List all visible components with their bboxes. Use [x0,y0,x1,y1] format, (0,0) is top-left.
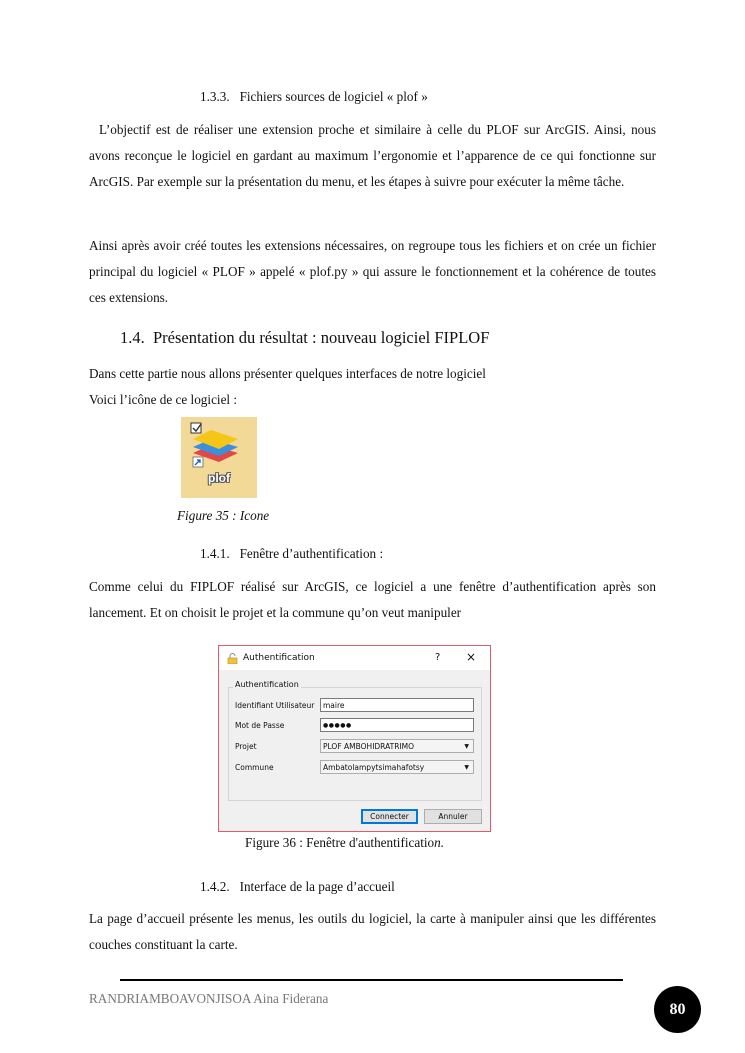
section-heading-1-3-3 [200,89,428,105]
paragraph-authentication: Comme celui du FIPLOF réalisé sur ArcGIS, ce logiciel a une fenêtre d’authentification après son lancement. Et on choisit le projet et la commune qu’on veut manipuler [89,579,656,620]
figure-36-caption-main: Figure 36 : Fenêtre d'authentificatio [245,835,435,850]
paragraph-homepage: La page d’accueil présente les menus, les outils du logiciel, la carte à manipuler ainsi que les différentes couches constituant la carte. [89,911,656,952]
figure-36-caption [245,835,444,851]
plof-app-icon [181,417,257,498]
section-number: 1.3.3. [200,89,230,104]
page-number: 80 [654,986,701,1033]
cancel-button[interactable]: Annuler [424,809,482,824]
commune-select[interactable] [320,760,474,774]
password-label: Mot de Passe [235,721,285,730]
chevron-down-icon: ▼ [464,764,469,771]
section-heading-1-4-2 [200,879,395,895]
section-title: Interface de la page d’accueil [239,879,395,894]
commune-label: Commune [235,763,274,772]
password-input[interactable]: ●●●●● [320,718,474,732]
section-title: Présentation du résultat : nouveau logiciel FIPLOF [153,328,490,347]
chevron-down-icon: ▼ [464,743,469,750]
project-select[interactable] [320,739,474,753]
group-title: Authentification [235,680,299,689]
figure-35-caption: Figure 35 : Icone [177,508,270,523]
section-number: 1.4.2. [200,879,230,894]
section-heading-1-4 [120,328,489,348]
dialog-title: Authentification [243,653,315,663]
close-button[interactable]: × [466,650,477,664]
project-label: Projet [235,742,257,751]
lock-icon [227,653,238,664]
footer-author: RANDRIAMBOAVONJISOA Aina Fiderana [89,991,329,1006]
icon-label: plof [208,471,230,485]
layers-icon [181,417,257,498]
paragraph-presentation-line2: Voici l’icône de ce logiciel : [89,392,238,407]
user-input[interactable]: maire [320,698,474,712]
section-heading-1-4-1 [200,546,383,562]
paragraph-presentation-line1: Dans cette partie nous allons présenter quelques interfaces de notre logiciel [89,366,486,381]
footer-rule [120,979,623,981]
paragraph-objective: L’objectif est de réaliser une extension proche et similaire à celle du PLOF sur ArcGIS. Ainsi, nous avons reconçue le logiciel en gardant au maximum l’ergonomie et l’apparence de ce qui fonctionne sur ArcGIS. Par exemple sur la présentation du menu, et les étapes à suivre pour exécuter la même tâche. [89,122,656,189]
paragraph-extensions: Ainsi après avoir créé toutes les extensions nécessaires, on regroupe tous les fichiers et on crée un fichier principal du logiciel « PLOF » appelé « plof.py » qui assure le fonctionnement et la cohérence de toutes ces extensions. [89,238,656,305]
section-title: Fenêtre d’authentification : [239,546,384,561]
figure-36-caption-italic: n. [434,835,445,850]
user-label: Identifiant Utilisateur [235,701,315,710]
section-title: Fichiers sources de logiciel « plof » [239,89,428,104]
dialog-body [219,670,490,831]
authentication-dialog [218,645,491,832]
project-value: PLOF AMBOHIDRATRIMO [323,742,415,751]
connect-button[interactable]: Connecter [361,809,418,824]
section-number: 1.4. [120,328,145,347]
commune-value: Ambatolampytsimahafotsy [323,763,425,772]
help-button[interactable]: ? [435,652,441,663]
section-number: 1.4.1. [200,546,230,561]
